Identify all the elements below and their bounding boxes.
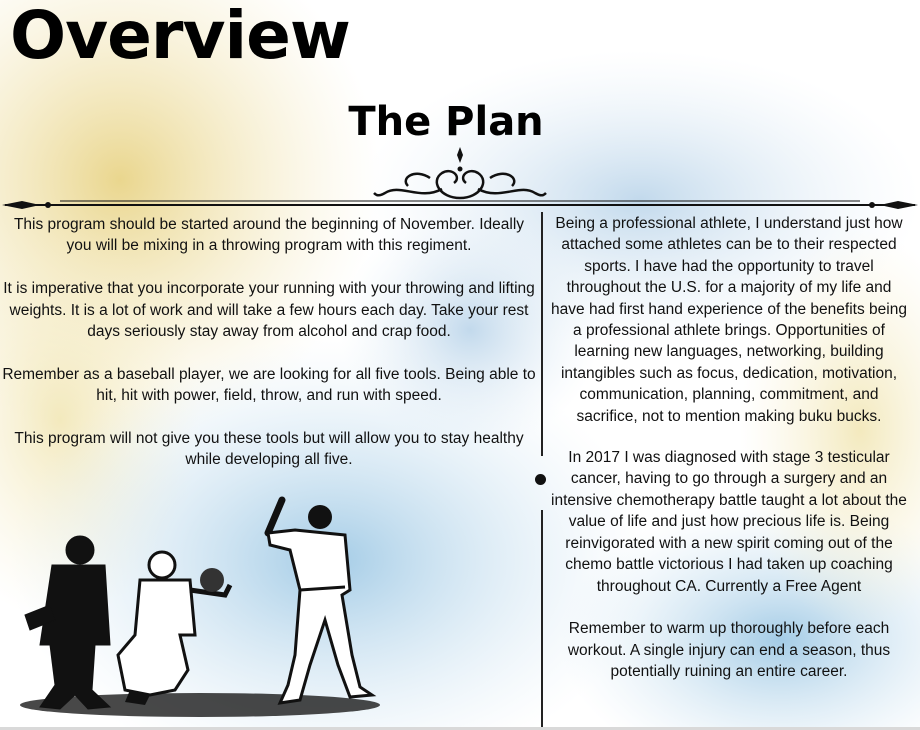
paragraph-professional-athlete: Being a professional athlete, I understand just how attached some athletes can be to their respected sports. I have had the opportunity to travel throughout the U.S. for a majority of my life and have had first hand experience of the benefits being a professional athlete brings. Opportunities of learning new languages, networking, building intangibles such as focus, dedication, motivation, communication, planning, commitment, and sacrifice, not to mention making buku bucks. — [551, 215, 907, 425]
ornamental-divider — [0, 143, 920, 218]
bullet-dot — [535, 474, 546, 485]
section-subtitle: The Plan — [348, 99, 544, 145]
page-title: Overview — [10, 0, 350, 74]
right-text-column — [548, 213, 910, 704]
umpire-figure — [25, 536, 110, 709]
paragraph-five-tools: Remember as a baseball player, we are looking for all five tools. Being able to hit, hit with power, field, throw, and run with speed. — [2, 365, 536, 405]
paragraph-stay-healthy: This program will not give you these tools but will allow you to stay healthy while developing all five. — [14, 430, 524, 469]
baseball-illustration — [0, 495, 400, 730]
column-divider-upper — [541, 212, 543, 456]
paragraph-start-date: This program should be started around the beginning of November. Ideally you will be mixing in a throwing program with this regiment. — [13, 216, 525, 255]
column-divider-lower — [541, 510, 543, 727]
paragraph-cancer-story: In 2017 I was diagnosed with stage 3 testicular cancer, having to go through a surgery and an intensive chemotherapy battle taught a lot about the value of life and just how precious life is. Being reinvigorated with a new spirit coming out of the chemo battle victorious I had taken up coaching throughout CA. Currently a Free Agent — [551, 449, 907, 595]
left-text-column — [0, 214, 538, 492]
paragraph-imperative: It is imperative that you incorporate your running with your throwing and lifting weights. It is a lot of work and will take a few hours each day. Take your rest days seriously stay away from alcohol and crap food. — [3, 280, 535, 341]
paragraph-warm-up: Remember to warm up thoroughly before each workout. A single injury can end a season, thus potentially ruining an entire career. — [567, 620, 891, 681]
catcher-figure — [118, 552, 230, 705]
batter-figure — [268, 500, 372, 703]
